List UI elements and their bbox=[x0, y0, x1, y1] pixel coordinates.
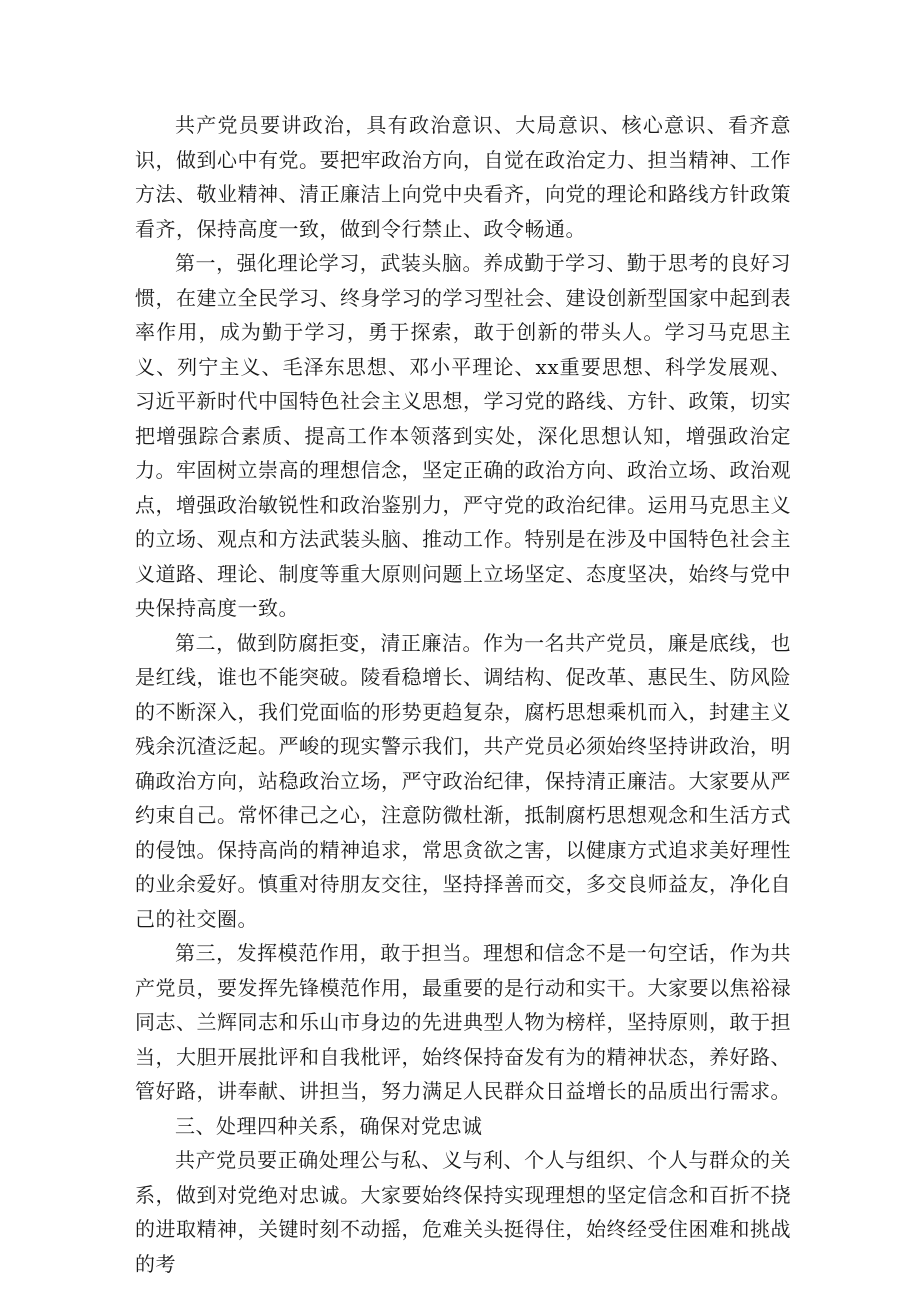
paragraph-section-body: 共产党员要正确处理公与私、义与利、个人与组织、个人与群众的关系，做到对党绝对忠诚。大家要始终保持实现理想的坚定信念和百折不挠的进取精神，关键时刻不动摇，危难关头挺得住，始终经受住困难和挑战的考 bbox=[135, 1148, 791, 1276]
section-heading: 三、处理四种关系，确保对党忠诚 bbox=[175, 1113, 483, 1138]
paragraph-point-three: 第三，发挥模范作用，敢于担当。理想和信念不是一句空话，作为共产党员，要发挥先锋模范作用，最重要的是行动和实干。大家要以焦裕禄同志、兰辉同志和乐山市身边的先进典型人物为榜样，坚持原则，敢于担当，大胆开展批评和自我枇评，始终保持奋发有为的精神状态，养好路、管好路，讲奉献、讲担当，努力满足人民群众日益增长的品质出行需求。 bbox=[135, 941, 791, 1103]
document-body bbox=[135, 108, 791, 1281]
paragraph-point-one: 第一，强化理论学习，武装头脑。养成勤于学习、勤于思考的良好习惯，在建立全民学习、终身学习的学习型社会、建设创新型国家中起到表率作用，成为勤于学习，勇于探索，敢于创新的带头人。学习马克思主义、列宁主义、毛泽东思想、邓小平理论、xx重要思想、科学发展观、习近平新时代中国特色社会主义思想，学习党的路线、方针、政策，切实把增强踪合素质、提高工作本领落到实处，深化思想认知，增强政治定力。牢固树立崇高的理想信念，坚定正确的政治方向、政治立场、政治观点，增强政治敏锐性和政治鉴别力，严守党的政治纪律。运用马克思主义的立场、观点和方法武装头脑、推动工作。特别是在涉及中国特色社会主义道路、理论、制度等重大原则问题上立场坚定、态度坚决，始终与党中央保持高度一致。 bbox=[135, 251, 791, 620]
paragraph-intro: 共产党员要讲政治，具有政治意识、大局意识、核心意识、看齐意识，做到心中有党。要把牢政治方向，自觉在政治定力、担当精神、工作方法、敬业精神、清正廉洁上向党中央看齐，向党的理论和路线方针政策看齐，保持高度一致，做到令行禁止、政令畅通。 bbox=[135, 113, 791, 241]
paragraph-point-two: 第二，做到防腐拒变，清正廉洁。作为一名共产党员，廉是底线，也是红线，谁也不能突破。陵看稳增长、调结构、促改革、惠民生、防风险的不断深入，我们党面临的形势更趋复杂，腐朽思想乘机而入，封建主义残余沉渣泛起。严峻的现实警示我们，共产党员必须始终坚持讲政治，明确政治方向，站稳政治立场，严守政治纪律，保持清正廉洁。大家要从严约束自己。常怀律己之心，注意防微杜渐，抵制腐朽思想观念和生活方式的侵蚀。保持高尚的精神追求，常思贪欲之害，以健康方式追求美好理性的业余爱好。慎重对待朋友交往，坚持择善而交，多交良师益友，净化自己的社交圈。 bbox=[135, 630, 791, 931]
